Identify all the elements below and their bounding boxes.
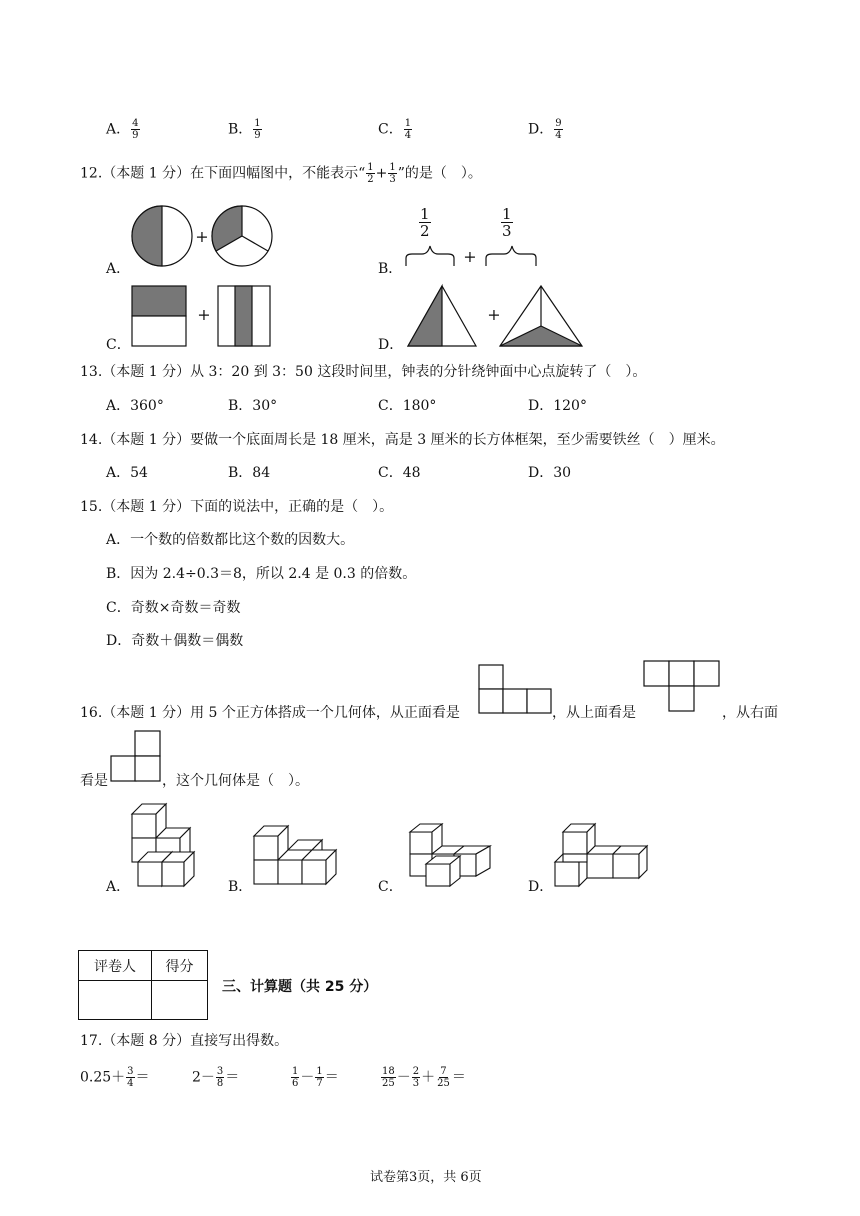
q14-option-a: A．54	[106, 465, 148, 481]
q12-figure-c	[130, 284, 280, 350]
q16-label-c: C．	[378, 879, 403, 895]
q14-option-b: B．84	[228, 465, 271, 481]
q15-option-d: D．奇数＋偶数＝偶数	[106, 633, 244, 649]
q13-option-c: C．180°	[378, 398, 437, 414]
q16-label-d: D．	[528, 879, 554, 895]
q13-question: 13.（本题 1 分）从 3：20 到 3：50 这段时间里，钟表的分针绕钟面中心点旋转了（ ）。	[80, 364, 647, 380]
q16-option-c-solid	[408, 820, 498, 890]
q17-question: 17.（本题 8 分）直接写出得数。	[80, 1033, 289, 1049]
q11-option-b: B． $\frac{1}{9}$	[228, 118, 261, 141]
q13-option-d: D．120°	[528, 398, 587, 414]
q11-option-d: D． $\frac{9}{4}$	[528, 118, 562, 141]
q14-option-d: D．30	[528, 465, 572, 481]
q11-option-c: C． $\frac{1}{4}$	[378, 118, 412, 141]
q17-expr-1: 0.25＋ $\frac{3}{4}$ ＝	[80, 1066, 150, 1089]
q16-text-4: 看是	[80, 773, 108, 789]
q17-expr-2: 2－ $\frac{3}{8}$ ＝	[192, 1066, 240, 1089]
svg-text:+: +	[197, 305, 211, 324]
q12-figure-d	[404, 284, 594, 350]
grader-header: 评卷人	[79, 951, 152, 981]
q14-question: 14.（本题 1 分）要做一个底面周长是 18 厘米，高是 3 厘米的长方体框架，至少需要铁丝（ ）厘米。	[80, 432, 725, 448]
q12-label-b: B．	[378, 261, 403, 277]
score-cell[interactable]	[152, 981, 208, 1020]
q13-option-a: A．360°	[106, 398, 164, 414]
q12-b-fraction-third: $\frac{1}{3}$	[502, 205, 512, 240]
q17-expr-3: $\frac{1}{6}$ － $\frac{1}{7}$ ＝	[292, 1066, 339, 1089]
svg-text:+: +	[195, 227, 209, 246]
q16-text-1: 16.（本题 1 分）用 5 个正方体搭成一个几何体，从正面看是	[80, 705, 460, 721]
grader-score-table	[78, 950, 208, 1020]
q17-expr-4: $\frac{18}{25}$ － $\frac{2}{3}$ ＋ $\frac{7}{25}$ ＝	[382, 1066, 466, 1089]
q14-option-c: C．48	[378, 465, 421, 481]
q16-option-d-solid	[553, 820, 653, 890]
q12-label-d: D．	[378, 337, 404, 353]
page-footer: 试卷第3页，共 6页	[370, 1170, 482, 1185]
q16-front-view	[478, 664, 552, 716]
section-title: 三、计算题（共 25 分）	[222, 979, 378, 995]
q12-label-c: C．	[106, 337, 131, 353]
q12-question: 12.（本题 1 分）在下面四幅图中，不能表示“ $\frac{1}{2}$ + $\frac{1}{3}$ ”的是（ ）。	[80, 162, 482, 185]
q12-figure-a	[130, 204, 280, 270]
q16-right-view	[110, 730, 162, 782]
q15-option-b: B．因为 2.4÷0.3＝8，所以 2.4 是 0.3 的倍数。	[106, 566, 417, 582]
q16-text-3: ，从右面	[722, 705, 778, 721]
q15-option-c: C．奇数×奇数＝奇数	[106, 600, 241, 616]
q12-figure-b	[400, 240, 540, 270]
q13-option-b: B．30°	[228, 398, 278, 414]
q12-label-a: A．	[106, 261, 131, 277]
svg-text:+: +	[463, 247, 477, 266]
grader-cell[interactable]	[79, 981, 152, 1020]
q16-label-a: A．	[106, 879, 131, 895]
q11-option-a: A． $\frac{4}{9}$	[106, 118, 139, 141]
q16-option-b-solid	[252, 820, 342, 890]
q15-option-a: A．一个数的倍数都比这个数的因数大。	[106, 532, 355, 548]
q16-text-5: ，这个几何体是（ ）。	[162, 773, 309, 789]
q16-option-a-solid	[130, 800, 210, 890]
q16-label-b: B．	[228, 879, 253, 895]
q16-top-view	[643, 660, 721, 712]
score-header: 得分	[152, 951, 208, 981]
q12-b-fraction-half: $\frac{1}{2}$	[420, 205, 430, 240]
q16-text-2: ，从上面看是	[552, 705, 636, 721]
svg-text:+: +	[487, 305, 501, 324]
q15-question: 15.（本题 1 分）下面的说法中，正确的是（ ）。	[80, 499, 394, 515]
